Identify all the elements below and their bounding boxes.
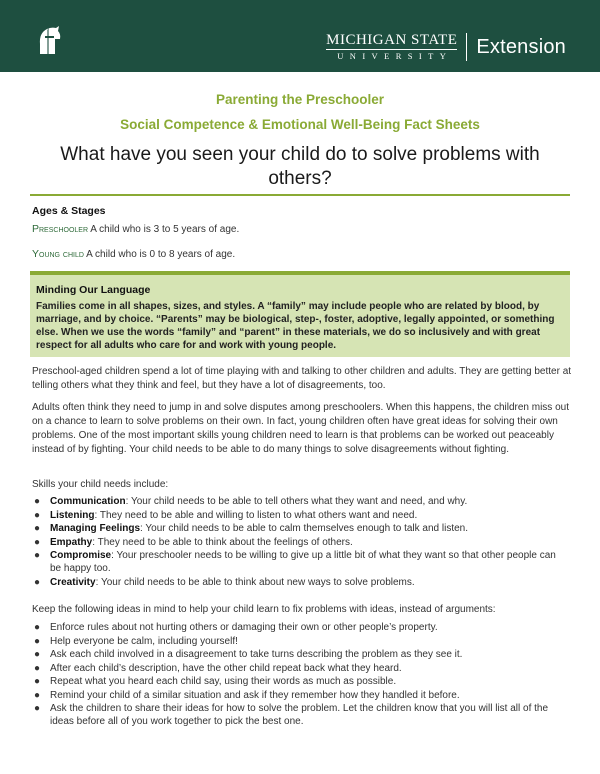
list-item: [32, 536, 568, 549]
skill-sep: :: [94, 509, 98, 521]
skill-text: They need to be able to think about the feelings of others.: [95, 536, 353, 548]
definition-preschooler: [32, 223, 572, 235]
idea-text: Remind your child of a similar situation and ask if they remember how they handled it before.: [50, 689, 460, 701]
skill-sep: :: [92, 536, 96, 548]
list-item: [32, 576, 568, 589]
skills-list: [32, 495, 568, 589]
page-title: What have you seen your child do to solve problems with others?: [60, 144, 540, 189]
series-title: Parenting the Preschooler: [215, 92, 385, 107]
idea-text: Repeat what you heard each child say, using their words as much as possible.: [50, 676, 397, 687]
bullet-icon: ●: [34, 703, 41, 714]
list-item: [32, 522, 568, 535]
paragraph-ideas-lead: Keep the following ideas in mind to help your child learn to fix problems with ideas, instead of arguments:: [32, 604, 496, 615]
brand-divider: [466, 33, 467, 61]
idea-text: After each child’s description, have the other child repeat back what they heard.: [50, 662, 402, 674]
bullet-icon: ●: [34, 635, 41, 647]
list-item: [32, 621, 568, 634]
ages-heading: Ages & Stages: [32, 205, 106, 217]
list-item: [32, 549, 568, 575]
list-item: [32, 495, 568, 508]
idea-text: Help everyone be calm, including yourself!: [50, 635, 238, 647]
spartan-helmet-icon: [36, 24, 62, 56]
idea-text: Enforce rules about not hurting others or damaging their own or other people’s property.: [50, 622, 438, 633]
bullet-icon: ●: [34, 523, 41, 534]
bullet-icon: ●: [34, 509, 41, 521]
definition-young-child: [32, 248, 572, 260]
list-item: [32, 675, 568, 688]
skill-text: Your child needs to be able to tell others what they want and need, and why.: [128, 496, 468, 507]
definition-text: A child who is 3 to 5 years of age.: [88, 224, 240, 235]
definition-term: Young child: [32, 248, 84, 260]
skill-sep: :: [95, 576, 99, 588]
brand-extension: Extension: [476, 35, 566, 58]
skill-name: Creativity: [50, 576, 96, 588]
bullet-icon: ●: [34, 550, 41, 561]
language-text: Families come in all shapes, sizes, and styles. A “family” may include people who are related by blood, by marriage, and by choice. “Parents” may be biological, step-, foster, adoptive, legally appointed, or something else. When we use the words “family” and “parent” in these materials, we do so inclusively and with great respect for all adults who care for and work with young people.: [36, 301, 555, 351]
paragraph-skills-lead: Skills your child needs include:: [32, 479, 169, 490]
definition-term: Preschooler: [32, 223, 89, 235]
brand-line2: UNIVERSITY: [337, 51, 453, 61]
definition-text: A child who is 0 to 8 years of age.: [83, 249, 236, 260]
bullet-icon: ●: [34, 622, 41, 633]
list-item: [32, 509, 568, 522]
skill-sep: :: [125, 496, 129, 507]
list-item: [32, 662, 568, 675]
skill-name: Communication: [50, 496, 126, 507]
skill-sep: :: [111, 550, 114, 561]
minding-our-language-box: [30, 271, 570, 357]
bullet-icon: ●: [34, 576, 41, 588]
skill-name: Managing Feelings: [50, 523, 141, 534]
skill-text: Your child needs to be able to calm themselves enough to talk and listen.: [142, 523, 469, 534]
bullet-icon: ●: [34, 689, 41, 701]
skill-name: Empathy: [50, 536, 93, 548]
list-item: [32, 702, 568, 728]
paragraph-disputes: Adults often think they need to jump in and solve disputes among preschoolers. When this happens, the children miss out on a chance to learn to solve problems on their own. In fact, young children often have great ideas for solving their own problems. One of the most important skills young children need to learn is that problems can be worked out peaceably instead of by fighting. Your child needs to be able to do many things to solve disagreements without fighting.: [32, 402, 569, 455]
skill-name: Compromise: [50, 550, 112, 561]
bullet-icon: ●: [34, 662, 41, 674]
list-item: [32, 648, 568, 661]
list-item: [32, 635, 568, 648]
skill-text: Your child needs to be able to think about new ways to solve problems.: [98, 576, 415, 588]
ages-and-stages: [32, 205, 572, 273]
page-header: [0, 0, 600, 72]
language-heading: Minding Our Language: [36, 284, 151, 296]
skill-text: Your preschooler needs to be willing to give up a little bit of what they want so that other people can be happy too.: [50, 550, 556, 574]
bullet-icon: ●: [34, 496, 41, 507]
msu-extension-wordmark: [326, 30, 566, 64]
idea-text: Ask the children to share their ideas for how to solve the problem. Let the children know that you will list all of the ideas before all of you work together to pick the best one.: [50, 703, 549, 727]
list-item: [32, 689, 568, 702]
paragraph-intro: Preschool-aged children spend a lot of time playing with and talking to other children and adults. They are getting better at telling others what they think and feel, but they have a lot of disagreements, too.: [32, 366, 572, 391]
skill-sep: :: [140, 523, 143, 534]
idea-text: Ask each child involved in a disagreement to take turns describing the problem as they see it.: [50, 649, 463, 660]
bullet-icon: ●: [34, 649, 41, 660]
skill-text: They need to be able and willing to listen to what others want and need.: [97, 509, 418, 521]
section-divider: [30, 194, 570, 196]
skill-name: Listening: [50, 509, 95, 521]
ideas-list: [32, 621, 568, 729]
brand-line1: MICHIGAN STATE: [326, 32, 458, 48]
series-subtitle: Social Competence & Emotional Well-Being Fact Sheets: [120, 117, 480, 132]
bullet-icon: ●: [34, 676, 41, 687]
bullet-icon: ●: [34, 536, 41, 548]
